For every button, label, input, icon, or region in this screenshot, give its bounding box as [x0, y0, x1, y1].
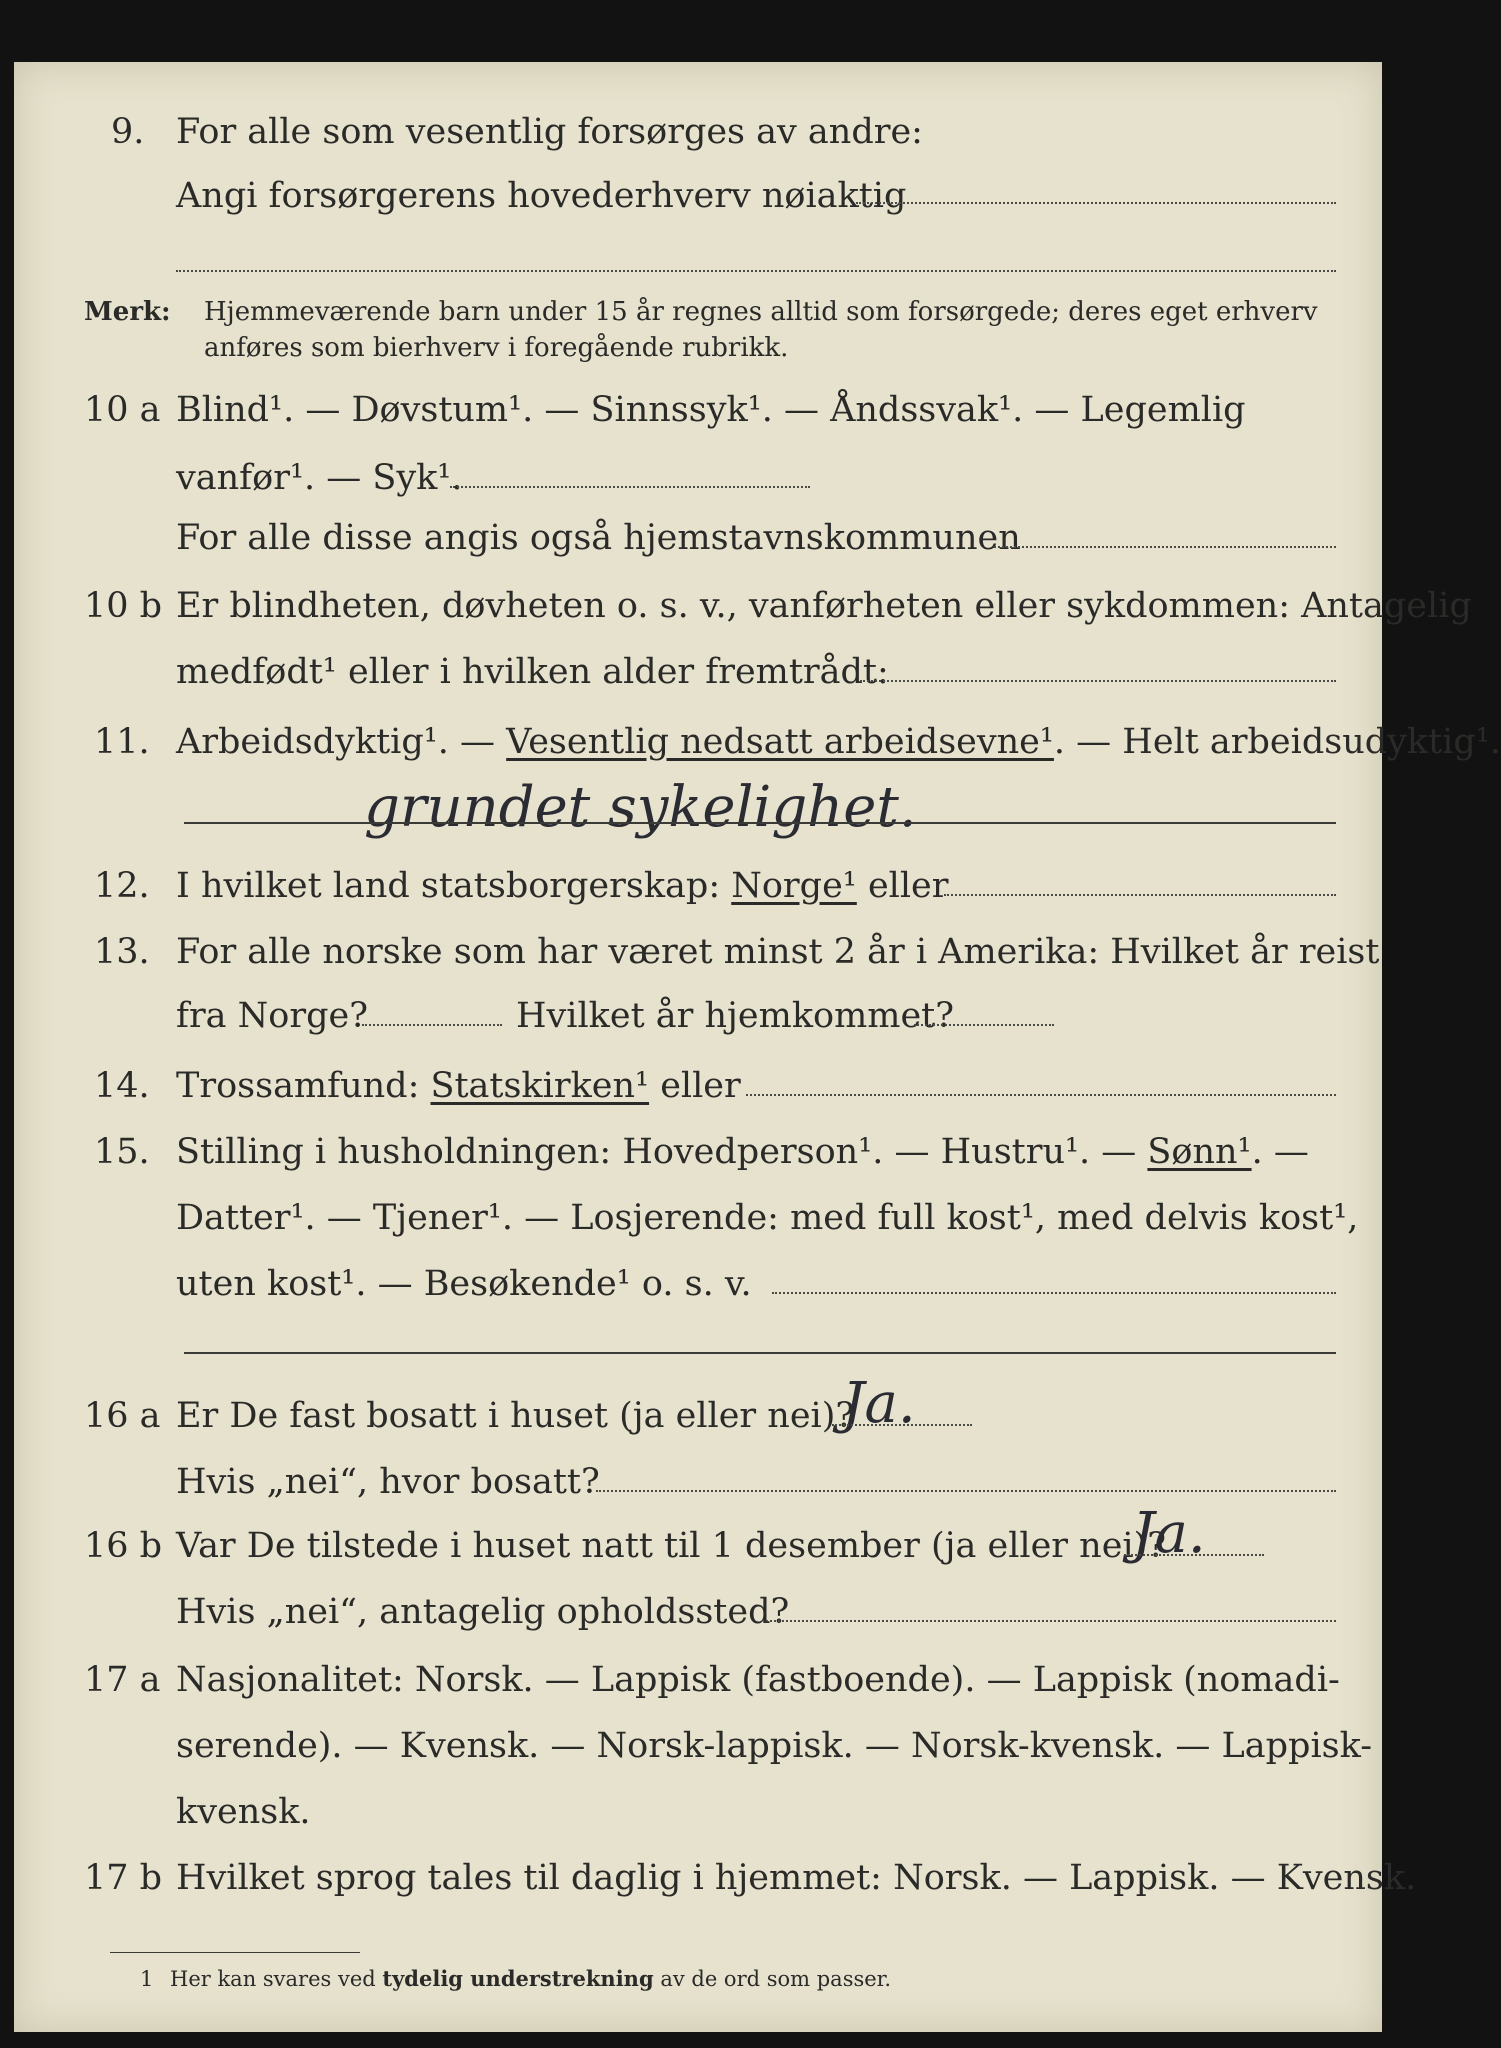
question-15-text-2: Datter¹. — Tjener¹. — Losjerende: med full kost¹, med delvis kost¹,: [176, 1198, 1359, 1238]
question-15-answer-line[interactable]: [772, 1292, 1336, 1294]
question-14-number: 14.: [94, 1066, 150, 1106]
question-10a-text: Blind¹. — Døvstum¹. — Sinnssyk¹. — Åndssvak¹. — Legemlig: [176, 390, 1246, 430]
question-10a-answer-line[interactable]: [450, 486, 810, 488]
question-10a-text-2: vanfør¹. — Syk¹.: [176, 458, 463, 498]
question-10b-number: 10 b: [84, 586, 163, 626]
question-10a-number: 10 a: [84, 390, 161, 430]
question-12-selected: Norge¹: [731, 866, 857, 906]
question-17a-text: Nasjonalitet: Norsk. — Lappisk (fastboende). — Lappisk (nomadi-: [176, 1660, 1340, 1700]
question-9-number: 9.: [111, 112, 145, 152]
footnote-mark: 1: [140, 1967, 154, 1991]
question-10b-text: Er blindheten, døvheten o. s. v., vanførheten eller sykdommen: Antagelig: [176, 586, 1472, 626]
question-10b-text-2: medfødt¹ eller i hvilken alder fremtrådt:: [176, 652, 889, 692]
question-15-text-3: uten kost¹. — Besøkende¹ o. s. v.: [176, 1264, 752, 1304]
question-16a-number: 16 a: [84, 1396, 161, 1436]
footnote-divider: [110, 1952, 360, 1953]
question-16b-text: Var De tilstede i huset natt til 1 desember (ja eller nei)?: [176, 1526, 1167, 1566]
question-11-number: 11.: [94, 722, 150, 762]
question-12-answer-line[interactable]: [944, 894, 1336, 896]
question-17b-number: 17 b: [84, 1858, 163, 1898]
question-12-number: 12.: [94, 866, 150, 906]
question-13-hjemkommet-label: Hvilket år hjemkommet?: [516, 996, 955, 1036]
question-13-text: For alle norske som har været minst 2 år i Amerika: Hvilket år reist: [176, 932, 1380, 972]
question-17a-text-3: kvensk.: [176, 1792, 311, 1832]
question-11-answer-line[interactable]: [184, 822, 1336, 824]
question-15-answer-line-2[interactable]: [184, 1352, 1336, 1354]
question-9-subtext: Angi forsørgerens hovederhverv nøiaktig: [176, 176, 907, 216]
question-13-reist-line[interactable]: [362, 1024, 502, 1026]
question-9-answer-line-2[interactable]: [176, 270, 1336, 272]
question-11-selected: Vesentlig nedsatt arbeidsevne¹: [506, 722, 1054, 762]
question-16a-text-2: Hvis „nei“, hvor bosatt?: [176, 1462, 600, 1502]
question-13-hjemkommet-line[interactable]: [914, 1024, 1054, 1026]
question-9-answer-line[interactable]: [856, 202, 1336, 204]
question-16b-number: 16 b: [84, 1526, 163, 1566]
question-14-answer-line[interactable]: [746, 1094, 1336, 1096]
question-14-selected: Statskirken¹: [430, 1066, 650, 1106]
question-15-selected: Sønn¹: [1147, 1132, 1252, 1172]
question-16b-opholdssted-line[interactable]: [766, 1620, 1336, 1622]
question-16a-answer-line[interactable]: [832, 1424, 972, 1426]
merk-text-1: Hjemmeværende barn under 15 år regnes alltid som forsørgede; deres eget erhverv: [204, 297, 1318, 327]
question-13-reist-label: fra Norge?: [176, 996, 368, 1036]
question-11-text: Arbeidsdyktig¹. — Vesentlig nedsatt arbeidsevne¹. — Helt arbeidsudyktig¹.: [176, 722, 1501, 762]
question-15-text: Stilling i husholdningen: Hovedperson¹. — Hustru¹. — Sønn¹. —: [176, 1132, 1309, 1172]
question-17b-text: Hvilket sprog tales til daglig i hjemmet: Norsk. — Lappisk. — Kvensk.: [176, 1858, 1417, 1898]
question-16b-handwritten-answer: Ja.: [1132, 1501, 1206, 1566]
question-10a-text-3: For alle disse angis også hjemstavnskommunen: [176, 518, 1021, 558]
census-form-page: [14, 62, 1501, 2032]
question-17a-number: 17 a: [84, 1660, 161, 1700]
question-17a-text-2: serende). — Kvensk. — Norsk-lappisk. — Norsk-kvensk. — Lappisk-: [176, 1726, 1373, 1766]
footnote-text: Her kan svares ved tydelig understrekning av de ord som passer.: [170, 1966, 892, 1991]
question-15-number: 15.: [94, 1132, 150, 1172]
question-11-handwritten-answer: grundet sykelighet.: [364, 775, 917, 840]
merk-label: Merk:: [84, 297, 171, 327]
question-12-text: I hvilket land statsborgerskap: Norge¹ eller: [176, 866, 949, 906]
question-9-text: For alle som vesentlig forsørges av andre:: [176, 112, 923, 152]
question-13-number: 13.: [94, 932, 150, 972]
question-16a-handwritten-answer: Ja.: [842, 1371, 916, 1436]
merk-text-2: anføres som bierhverv i foregående rubrikk.: [204, 333, 789, 363]
question-16a-text: Er De fast bosatt i huset (ja eller nei)?: [176, 1396, 855, 1436]
question-16b-answer-line[interactable]: [1124, 1554, 1264, 1556]
question-16a-bosatt-line[interactable]: [596, 1490, 1336, 1492]
question-10b-answer-line[interactable]: [860, 680, 1336, 682]
question-16b-text-2: Hvis „nei“, antagelig opholdssted?: [176, 1592, 790, 1632]
question-14-text: Trossamfund: Statskirken¹ eller: [176, 1066, 741, 1106]
question-10a-kommune-line[interactable]: [994, 546, 1336, 548]
